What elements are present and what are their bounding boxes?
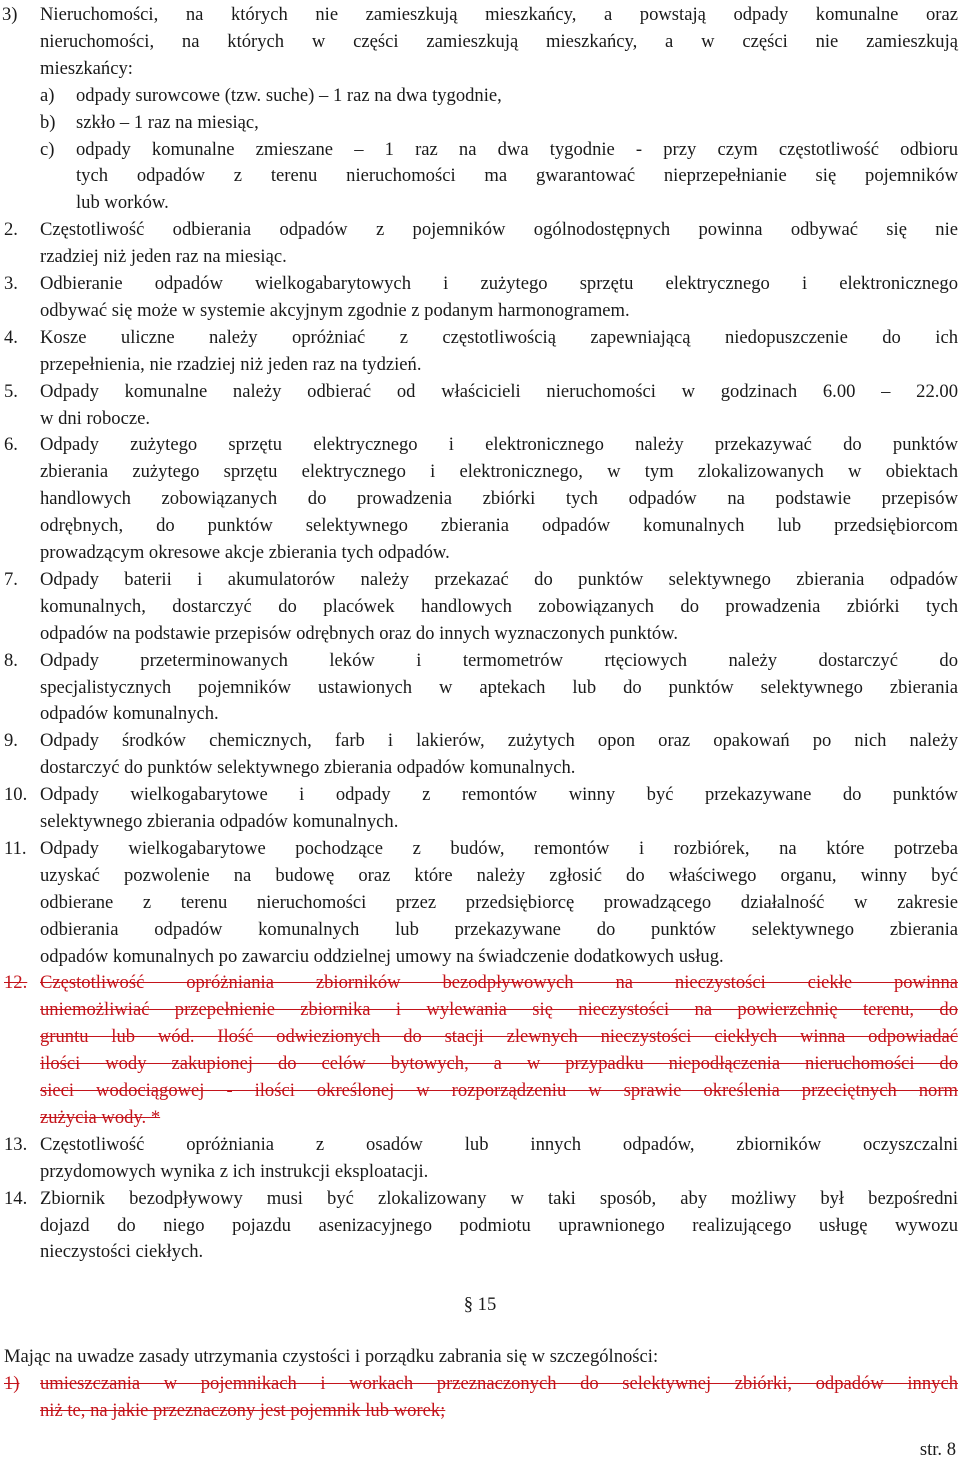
point-line: Odpady komunalne należy odbierać od właścicieli nieruchomości w godzinach 6.00 – 22.00 [40,380,958,402]
section-intro: Mając na uwadze zasady utrzymania czystości i porządku zabrania się w szczególności: [4,1346,659,1368]
point-line: prowadzącym okresowe akcje zbierania tych odpadów. [40,542,450,563]
point-line: odrębnych, do punktów selektywnego zbierania odpadów komunalnych lub przedsiębiorcom [40,515,958,537]
point-line: przepełnienia, nie rzadziej niż jeden raz na tydzień. [40,353,422,375]
point-line: uzyskać pozwolenie na budowę oraz które należy zgłosić do właściwego organu, winny być [40,864,958,886]
point-line: Częstotliwość opróżniania z osadów lub innych odpadów, zbiorników oczyszczalni [40,1133,958,1155]
item-line: nieruchomości, na których w części zamieszkują mieszkańcy, a w części nie zamieszkują [40,30,958,52]
point-number: 9. [4,730,18,752]
point-line: Odpady zużytego sprzętu elektrycznego i elektronicznego należy przekazywać do punktów [40,434,958,456]
subitem-label: b) [40,111,56,133]
point-number: 3. [4,273,18,294]
deleted-line: sieci wodociągowej - ilości określonej w rozporządzeniu w sprawie określenia przeciętnych norm [40,1080,958,1101]
point-line: nieczystości ciekłych. [40,1241,204,1263]
point-line: rzadziej niż jeden raz na miesiąc. [40,246,287,268]
point-number: 12. [4,972,28,994]
subitem-line: lub worków. [76,192,169,214]
section-heading: § 15 [463,1293,497,1315]
section-item-number: 1) [4,1373,20,1395]
point-line: Częstotliwość odbierania odpadów z pojemników ogólnodostępnych powinna odbywać się nie [40,219,958,241]
point-line: odpadów komunalnych. [40,703,219,725]
subitem-line: odpady surowcowe (tzw. suche) – 1 raz na dwa tygodnie, [76,84,502,106]
point-line: handlowych zobowiązanych do prowadzenia zbiórki tych odpadów na podstawie przepisów [40,488,958,510]
point-line: odbierania odpadów komunalnych lub przekazywane do punktów selektywnego zbierania [40,918,958,940]
point-number: 2. [4,219,18,241]
point-line: dojazd do niego pojazdu asenizacyjnego podmiotu uprawnionego realizującego usługę wywozu [40,1214,958,1236]
point-line: Odpady baterii i akumulatorów należy przekazać do punktów selektywnego zbierania odpadów [40,568,958,590]
subitem-line: szkło – 1 raz na miesiąc, [76,111,259,133]
point-number: 5. [4,380,18,402]
item-line: mieszkańcy: [40,57,133,79]
point-number: 6. [4,434,18,456]
point-number: 4. [4,326,18,348]
point-line: przydomowych wynika z ich instrukcji eksploatacji. [40,1160,429,1182]
point-line: Zbiornik bezodpływowy musi być zlokalizowany w taki sposób, aby możliwy był bezpośredni [40,1187,958,1209]
point-line: Odpady wielkogabarytowe i odpady z remontów winny być przekazywane do punktów [40,784,958,806]
point-line: Kosze uliczne należy opróżniać z częstotliwością zapewniającą niedopuszczenie do ich [40,326,958,348]
point-line: Odpady środków chemicznych, farb i lakierów, zużytych opon oraz opakowań po nich należy [40,730,958,752]
point-line: komunalnych, dostarczyć do placówek handlowych zobowiązanych do prowadzenia zbiórki tych [40,595,958,617]
subitem-line: tych odpadów z terenu nieruchomości ma gwarantować nieprzepełnianie się pojemników [76,165,958,187]
subitem-line: odpady komunalne zmieszane – 1 raz na dwa tygodnie - przy czym częstotliwość odbioru [76,138,958,160]
item-number: 3) [2,4,18,25]
point-number: 11. [4,837,27,859]
point-line: Odbieranie odpadów wielkogabarytowych i zużytego sprzętu elektrycznego i elektronicznego [40,273,958,294]
point-number: 10. [4,784,28,806]
point-number: 7. [4,568,18,590]
deleted-line: umieszczania w pojemnikach i workach przeznaczonych do selektywnej zbiórki, odpadów innych [40,1373,958,1395]
deleted-line: ilości wody zakupionej do celów bytowych, a w przypadku niepodłączenia nieruchomości do [40,1053,958,1075]
subitem-label: a) [40,84,55,106]
point-line: w dni robocze. [40,407,150,429]
point-number: 13. [4,1133,28,1155]
point-line: selektywnego zbierania odpadów komunalnych. [40,811,399,832]
point-line: Odpady przeterminowanych leków i termometrów rtęciowych należy dostarczyć do [40,649,958,671]
point-line: odpadów na podstawie przepisów odrębnych oraz do innych wyznaczonych punktów. [40,622,679,644]
page-number: str. 8 [919,1439,956,1460]
point-number: 8. [4,649,18,671]
point-line: Odpady wielkogabarytowe pochodzące z budów, remontów i rozbiórek, na które potrzeba [40,837,958,859]
point-line: zbierania zużytego sprzętu elektrycznego i elektronicznego, w tym zlokalizowanych w obiektach [40,461,958,483]
point-line: odbywać się może w systemie akcyjnym zgodnie z podanym harmonogramem. [40,299,630,321]
point-line: specjalistycznych pojemników ustawionych w aptekach lub do punktów selektywnego zbierania [40,676,958,698]
point-number: 14. [4,1187,28,1209]
deleted-line: Częstotliwość opróżniania zbiorników bezodpływowych na nieczystości ciekłe powinna [40,972,958,994]
item-line: Nieruchomości, na których nie zamieszkują mieszkańcy, a powstają odpady komunalne oraz [40,4,958,25]
deleted-line: zużycia wody. * [40,1106,161,1128]
subitem-label: c) [40,138,55,160]
deleted-line: gruntu lub wód. Ilość odwiezionych do stacji zlewnych nieczystości ciekłych winna odpowiadać [40,1026,958,1048]
deleted-line: niż te, na jakie przeznaczony jest pojemnik lub worek; [40,1400,446,1422]
point-line: dostarczyć do punktów selektywnego zbierania odpadów komunalnych. [40,757,576,779]
point-line: odpadów komunalnych po zawarciu oddzielnej umowy na świadczenie dodatkowych usług. [40,945,724,967]
deleted-line: uniemożliwiać przepełnienie zbiornika i wylewania się nieczystości na powierzchnię terenu, do [40,999,958,1021]
point-line: odbierane z terenu nieruchomości przez przedsiębiorcę prowadzącego działalność w zakresie [40,891,958,913]
